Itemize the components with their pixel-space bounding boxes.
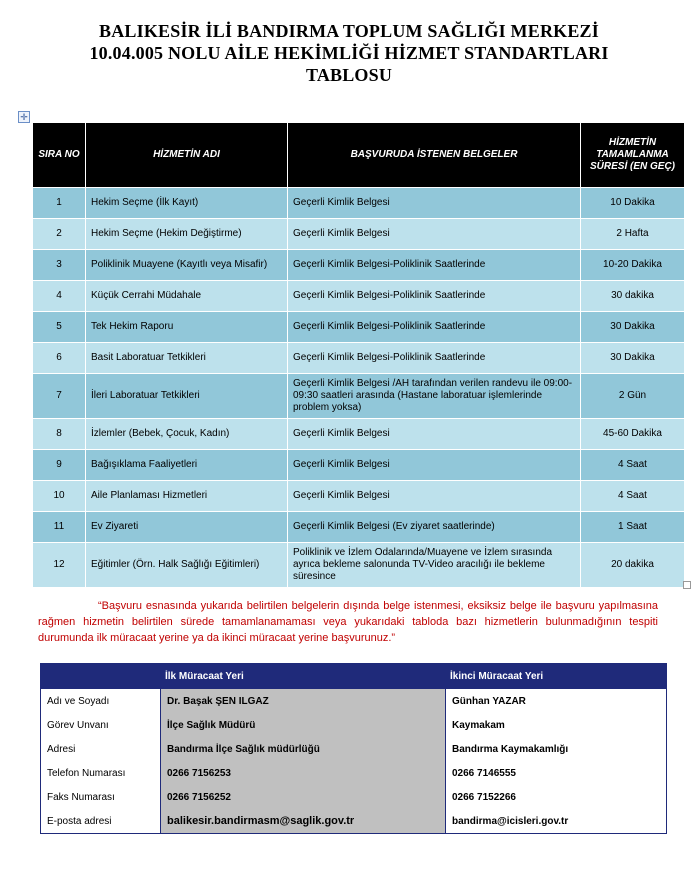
service-name: Ev Ziyareti <box>86 512 288 543</box>
contact-table <box>40 663 667 834</box>
header-required-documents: BAŞVURUDA İSTENEN BELGELER <box>288 123 581 188</box>
contact-header-label <box>41 664 161 689</box>
service-table-header <box>33 123 685 188</box>
first-contact-value: 0266 7156252 <box>161 785 446 809</box>
contact-row <box>41 737 667 761</box>
row-number: 5 <box>33 312 86 343</box>
completion-time: 20 dakika <box>581 543 685 588</box>
contact-row <box>41 761 667 785</box>
table-row <box>33 188 685 219</box>
completion-time: 2 Hafta <box>581 219 685 250</box>
complaint-note: “Başvuru esnasında yukarıda belirtilen belgelerin dışında belge istenmesi, eksiksiz belge ile başvuru yapılmasına rağmen hizmetin belirtilen sürede tamamlanamaması veya yukarıdaki tabloda bazı hizmetlerin bulunmadığının tespiti durumunda ilk müracaat yerine ya da ikinci müracaat yerine başvurunuz.” <box>38 600 658 644</box>
first-contact-email[interactable]: balikesir.bandirmasm@saglik.gov.tr <box>161 809 446 834</box>
completion-time: 30 Dakika <box>581 343 685 374</box>
service-name: Hekim Seçme (İlk Kayıt) <box>86 188 288 219</box>
document-title <box>0 20 698 86</box>
title-line-2: 10.04.005 NOLU AİLE HEKİMLİĞİ HİZMET STANDARTLARI <box>89 43 609 63</box>
contact-label: Faks Numarası <box>41 785 161 809</box>
service-name: Tek Hekim Raporu <box>86 312 288 343</box>
move-cross-icon[interactable]: ✛ <box>18 111 30 123</box>
service-name: Aile Planlaması Hizmetleri <box>86 481 288 512</box>
first-contact-value: Dr. Başak ŞEN ILGAZ <box>161 689 446 714</box>
contact-header-first: İlk Müracaat Yeri <box>161 664 446 689</box>
service-name: Basit Laboratuar Tetkikleri <box>86 343 288 374</box>
header-completion-time: HİZMETİN TAMAMLANMA SÜRESİ (EN GEÇ) <box>581 123 685 188</box>
required-documents: Geçerli Kimlik Belgesi-Poliklinik Saatlerinde <box>288 343 581 374</box>
table-resize-handle[interactable] <box>683 581 691 589</box>
contact-label: Adresi <box>41 737 161 761</box>
completion-time: 1 Saat <box>581 512 685 543</box>
required-documents: Geçerli Kimlik Belgesi <box>288 450 581 481</box>
service-name: Bağışıklama Faaliyetleri <box>86 450 288 481</box>
table-row <box>33 450 685 481</box>
required-documents: Geçerli Kimlik Belgesi <box>288 481 581 512</box>
table-row <box>33 281 685 312</box>
service-name: Hekim Seçme (Hekim Değiştirme) <box>86 219 288 250</box>
service-name: Poliklinik Muayene (Kayıtlı veya Misafir) <box>86 250 288 281</box>
completion-time: 30 Dakika <box>581 312 685 343</box>
table-row <box>33 374 685 419</box>
table-row <box>33 512 685 543</box>
first-contact-value: İlçe Sağlık Müdürü <box>161 713 446 737</box>
row-number: 7 <box>33 374 86 419</box>
row-number: 11 <box>33 512 86 543</box>
table-row <box>33 250 685 281</box>
row-number: 2 <box>33 219 86 250</box>
contact-label: Telefon Numarası <box>41 761 161 785</box>
second-contact-value: Kaymakam <box>446 713 667 737</box>
table-row <box>33 419 685 450</box>
required-documents: Geçerli Kimlik Belgesi (Ev ziyaret saatlerinde) <box>288 512 581 543</box>
contact-table-header <box>41 664 667 689</box>
row-number: 3 <box>33 250 86 281</box>
required-documents: Poliklinik ve İzlem Odalarında/Muayene ve İzlem sırasında ayrıca bekleme salonunda TV-Video aracılığı ile bekleme süresince <box>288 543 581 588</box>
service-name: İleri Laboratuar Tetkikleri <box>86 374 288 419</box>
completion-time: 10-20 Dakika <box>581 250 685 281</box>
title-line-1: BALIKESİR İLİ BANDIRMA TOPLUM SAĞLIĞI MERKEZİ <box>99 21 599 41</box>
service-standards-table <box>32 122 685 588</box>
title-line-3: TABLOSU <box>305 65 393 85</box>
row-number: 12 <box>33 543 86 588</box>
completion-time: 30 dakika <box>581 281 685 312</box>
required-documents: Geçerli Kimlik Belgesi-Poliklinik Saatlerinde <box>288 312 581 343</box>
table-row <box>33 481 685 512</box>
row-number: 9 <box>33 450 86 481</box>
first-contact-value: 0266 7156253 <box>161 761 446 785</box>
service-name: Eğitimler (Örn. Halk Sağlığı Eğitimleri) <box>86 543 288 588</box>
second-contact-value: 0266 7152266 <box>446 785 667 809</box>
completion-time: 4 Saat <box>581 481 685 512</box>
row-number: 4 <box>33 281 86 312</box>
second-contact-value: Günhan YAZAR <box>446 689 667 714</box>
row-number: 1 <box>33 188 86 219</box>
completion-time: 2 Gün <box>581 374 685 419</box>
table-row <box>33 312 685 343</box>
row-number: 8 <box>33 419 86 450</box>
required-documents: Geçerli Kimlik Belgesi /AH tarafından verilen randevu ile 09:00-09:30 saatleri arasında (Hastane laboratuar işlemlerinde problem yoksa) <box>288 374 581 419</box>
completion-time: 45-60 Dakika <box>581 419 685 450</box>
required-documents: Geçerli Kimlik Belgesi-Poliklinik Saatlerinde <box>288 250 581 281</box>
completion-time: 10 Dakika <box>581 188 685 219</box>
contact-row <box>41 809 667 834</box>
contact-label: E-posta adresi <box>41 809 161 834</box>
header-service-name: HİZMETİN ADI <box>86 123 288 188</box>
second-contact-value: Bandırma Kaymakamlığı <box>446 737 667 761</box>
required-documents: Geçerli Kimlik Belgesi-Poliklinik Saatlerinde <box>288 281 581 312</box>
service-name: İzlemler (Bebek, Çocuk, Kadın) <box>86 419 288 450</box>
contact-row <box>41 713 667 737</box>
contact-label: Adı ve Soyadı <box>41 689 161 714</box>
first-contact-value: Bandırma İlçe Sağlık müdürlüğü <box>161 737 446 761</box>
contact-row <box>41 689 667 714</box>
second-contact-email[interactable]: bandirma@icisleri.gov.tr <box>446 809 667 834</box>
row-number: 6 <box>33 343 86 374</box>
contact-row <box>41 785 667 809</box>
table-row <box>33 543 685 588</box>
header-sira-no: SIRA NO <box>33 123 86 188</box>
row-number: 10 <box>33 481 86 512</box>
contact-header-second: İkinci Müracaat Yeri <box>446 664 667 689</box>
second-contact-value: 0266 7146555 <box>446 761 667 785</box>
table-row <box>33 343 685 374</box>
contact-label: Görev Unvanı <box>41 713 161 737</box>
service-name: Küçük Cerrahi Müdahale <box>86 281 288 312</box>
required-documents: Geçerli Kimlik Belgesi <box>288 219 581 250</box>
required-documents: Geçerli Kimlik Belgesi <box>288 188 581 219</box>
completion-time: 4 Saat <box>581 450 685 481</box>
table-row <box>33 219 685 250</box>
required-documents: Geçerli Kimlik Belgesi <box>288 419 581 450</box>
